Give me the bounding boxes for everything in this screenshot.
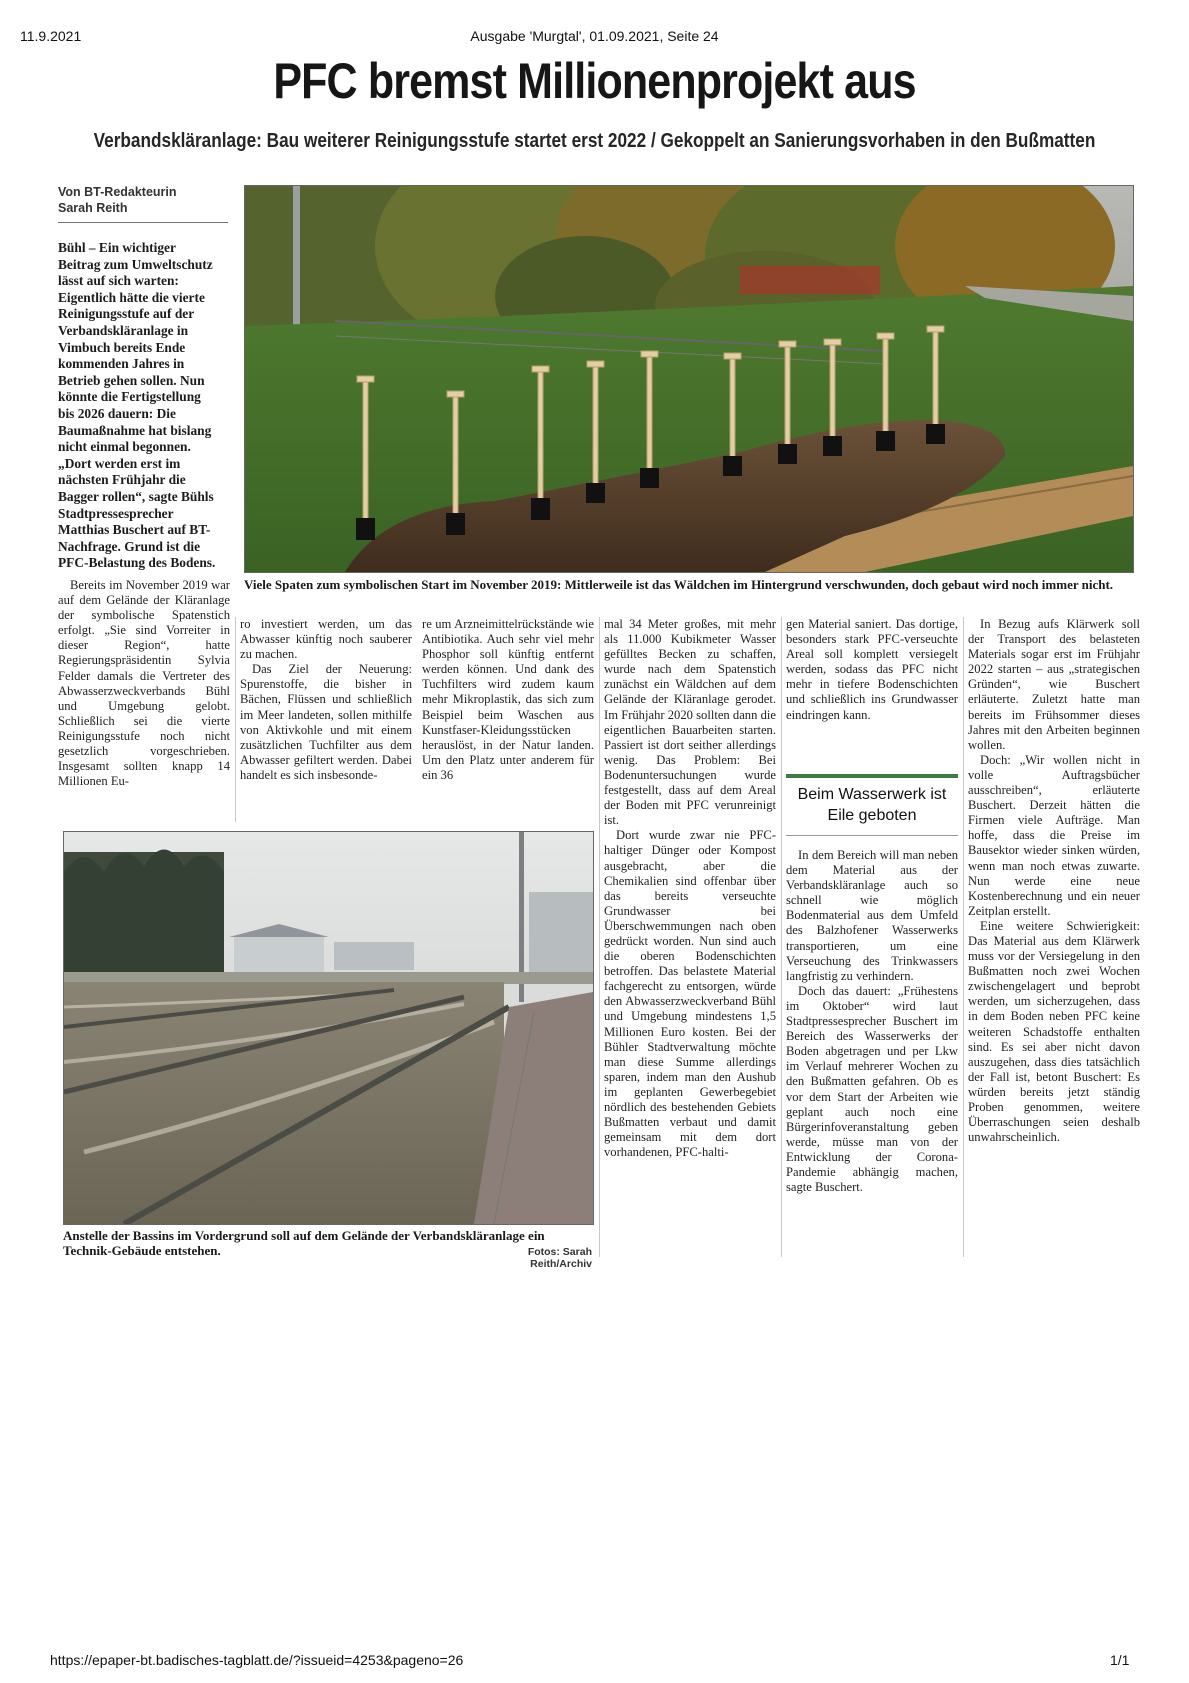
- photo-basins-image: [64, 832, 593, 1224]
- photo-basins: [63, 831, 594, 1225]
- page-count: 1/1: [1110, 1652, 1130, 1668]
- body-column-5b: [786, 848, 958, 1195]
- body-column-2: [240, 617, 412, 783]
- body-column-6: [968, 617, 1140, 1145]
- edition-info: Ausgabe 'Murgtal', 01.09.2021, Seite 24: [470, 28, 719, 44]
- byline-author: Sarah Reith: [58, 201, 128, 215]
- column-separator: [235, 617, 236, 822]
- byline-divider: [58, 222, 228, 223]
- body-column-5: [786, 617, 958, 723]
- body-paragraph: ro investiert werden, um das Abwasser künftig noch sauberer zu machen.: [240, 617, 412, 662]
- photo-groundbreaking-caption: Viele Spaten zum symbolischen Start im November 2019: Mittlerweile ist das Wäldchen im Hintergrund verschwunden, doch gebaut wird noch immer nicht.: [244, 577, 1114, 592]
- body-column-1: [58, 578, 230, 789]
- source-url[interactable]: https://epaper-bt.badisches-tagblatt.de/?issueid=4253&pageno=26: [50, 1652, 464, 1668]
- photo-groundbreaking-image: [245, 186, 1133, 572]
- body-column-3: [422, 617, 594, 783]
- body-paragraph: Das Ziel der Neuerung: Spurenstoffe, die bisher in Bächen, Flüssen und schließlich im Meer landeten, sollen mithilfe von Aktivkohle und mit einem zusätzlichen Tuchfilter aus dem Abwasser gefiltert werden. Dabei handelt es sich insbesonde-: [240, 662, 412, 782]
- body-paragraph: Bereits im November 2019 war auf dem Gelände der Kläranlage der symbolische Spatenstich erfolgt. „Sie sind Vorreiter in dieser Region“, hatte Regierungspräsidentin Sylvia Felder damals die Vertreter des Abwasserzweckverbands Bühl und Umgebung gelobt. Schließlich sei die vierte Reinigungsstufe noch nicht gesetzlich vorgeschrieben. Insgesamt sollten knapp 14 Millionen Eu-: [58, 578, 230, 789]
- box-top-rule: [786, 774, 958, 778]
- subhead-waterworks: Beim Wasserwerk ist Eile geboten: [797, 786, 947, 824]
- body-paragraph: gen Material saniert. Das dortige, besonders stark PFC-verseuchte Areal soll komplett versiegelt werden, sodass das PFC nicht mehr in tiefere Bodenschichten und schließlich ins Grundwasser eindringen kann.: [786, 617, 958, 722]
- body-column-4: [604, 617, 776, 1160]
- body-paragraph: Doch das dauert: „Frühestens im Oktober“ wird laut Stadtpressesprecher Buschert im Bereich des Wasserwerks der Boden abgetragen und per Lkw im Verlauf mehrerer Wochen zu den Bußmatten gefahren. Ob es vor dem Start der Arbeiten wie geplant auch noch eine Bürgerinfoveranstaltung geben werde, müsse man von der Entwicklung der Corona-Pandemie abhängig machen, sagte Buschert.: [786, 983, 958, 1195]
- column-separator: [781, 617, 782, 1257]
- box-bottom-rule: [786, 835, 958, 836]
- print-date: 11.9.2021: [20, 28, 82, 44]
- subheadline: Verbandskläranlage: Bau weiterer Reinigungsstufe startet erst 2022 / Gekoppelt an Sanierungsvorhaben in den Bußmatten: [93, 130, 1096, 152]
- photo-basins-caption: Anstelle der Bassins im Vordergrund soll auf dem Gelände der Verbandskläranlage ein Technik-Gebäude entstehen.: [63, 1228, 545, 1258]
- body-paragraph: Eine weitere Schwierigkeit: Das Material aus dem Klärwerk muss vor der Versiegelung in den Bußmatten noch zwei Wochen zwischengelagert und beprobt werden, um sicherzugehen, dass in dem Boden neben PFC keine weiteren Schadstoffe enthalten sind. Es sei aber nicht davon auszugehen, dass dies tatsächlich der Fall ist, betont Buschert: Es würden bereits jetzt ständig Proben genommen, weitere Überraschungen seien deshalb unwahrscheinlich.: [968, 918, 1140, 1145]
- lead-paragraph: Bühl – Ein wichtiger Beitrag zum Umweltschutz lässt auf sich warten: Eigentlich hätte die vierte Reinigungsstufe auf der Verbandskläranlage in Vimbuch bereits Ende kommenden Jahres in Betrieb gehen sollen. Nun könnte die Fertigstellung bis 2026 dauern: Die Baumaßnahme hat bislang nicht einmal begonnen. „Dort werden erst im nächsten Frühjahr die Bagger rollen“, sagte Bühls Stadtpressesprecher Matthias Buschert auf BT-Nachfrage. Grund ist die PFC-Belastung des Bodens.: [58, 240, 216, 571]
- photo-credit: Fotos: Sarah Reith/Archiv: [527, 1246, 592, 1270]
- photo-groundbreaking: [244, 185, 1134, 573]
- body-paragraph: Dort wurde zwar nie PFC-haltiger Dünger oder Kompost ausgebracht, aber die Chemikalien sind offenbar über das bereits verseuchte Grundwasser bei Überschwemmungen nach oben gedrückt worden. Nun sind auch die oberen Bodenschichten betroffen. Das belastete Material fachgerecht zu entsorgen, würde den Abwasserzweckverband Bühl und Umgebung mindestens 1,5 Millionen Euro kosten. Bei der Bühler Stadtverwaltung möchte man diese Summe allerdings sparen, indem man den Aushub im geplanten Gewerbegebiet nördlich des bestehenden Gebiets Bußmatten verbaut und damit gemeinsam mit dem dort vorhandenen, PFC-halti-: [604, 828, 776, 1160]
- body-paragraph: mal 34 Meter großes, mit mehr als 11.000 Kubikmeter Wasser gefülltes Becken zu schaffen, wurde nach dem Spatenstich zunächst ein Wäldchen auf dem Gelände der Kläranlage gerodet. Im Frühjahr 2020 sollten dann die eigentlichen Bauarbeiten starten. Passiert ist dort seither allerdings wenig. Das Problem: Bei Bodenuntersuchungen wurde festgestellt, dass auf dem Areal der Boden mit PFC verunreinigt ist.: [604, 617, 776, 828]
- body-paragraph: re um Arzneimittelrückstände wie Antibiotika. Auch sehr viel mehr Phosphor soll künftig entfernt werden können. Und dank des Tuchfilters wird zudem kaum mehr Mikroplastik, das sich zum Beispiel beim Waschen aus Kunstfaser-Kleidungsstücken herauslöst, in der Natur landen. Um den Platz unter anderem für ein 36: [422, 617, 594, 782]
- body-paragraph: In Bezug aufs Klärwerk soll der Transport des belasteten Materials sogar erst im Frühjahr 2022 starten – aus „strategischen Gründen“, wie Buschert erläuterte. Zuletzt hatte man bereits im Frühsommer dieses Jahres mit den Arbeiten beginnen wollen.: [968, 617, 1140, 752]
- column-separator: [599, 617, 600, 1257]
- byline-role: Von BT-Redakteurin: [58, 185, 177, 199]
- column-separator: [963, 617, 964, 1257]
- headline: PFC bremst Millionenprojekt aus: [273, 53, 916, 109]
- byline: [58, 184, 228, 216]
- body-paragraph: Doch: „Wir wollen nicht in volle Auftragsbücher ausschreiben“, erläuterte Buschert. Derzeit hätten die Firmen viele Aufträge. Man hoffe, dass die Preise im Bausektor wieder sinken würden, wenn man noch etwas zuwarte. Nun werde eine neue Kostenberechnung und ein neuer Zeitplan erstellt.: [968, 752, 1140, 918]
- body-paragraph: In dem Bereich will man neben dem Material aus der Verbandskläranlage auch so schnell wie möglich Bodenmaterial aus dem Umfeld des Balzhofener Wasserwerks transportieren, um eine Verseuchung des Trinkwassers langfristig zu verhindern.: [786, 848, 958, 983]
